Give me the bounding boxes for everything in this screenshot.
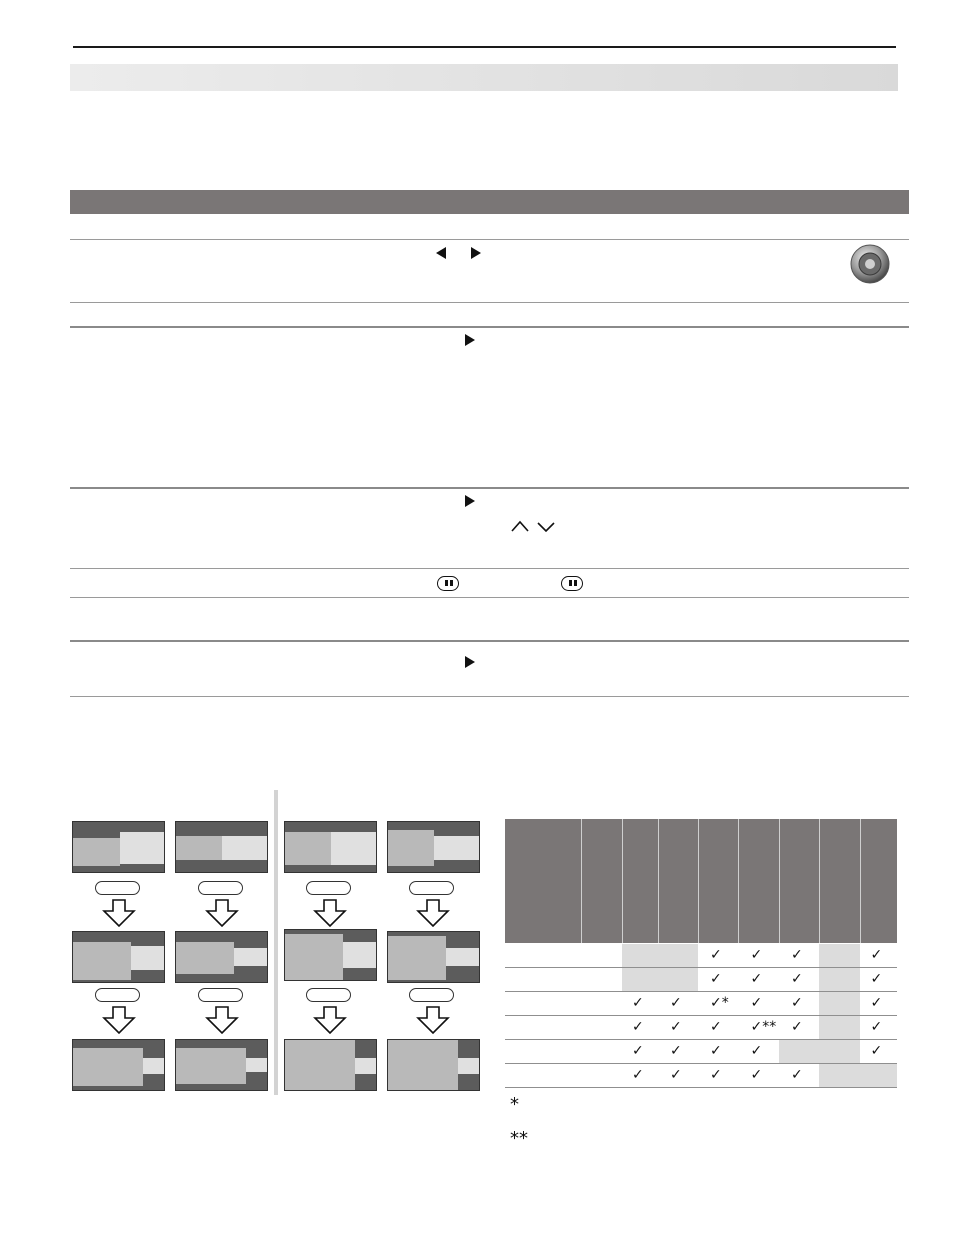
screen-thumbnail <box>284 821 377 873</box>
header-column-divider <box>658 819 659 943</box>
button-label-pill <box>95 881 140 895</box>
footnote-marker: ** <box>510 1128 528 1149</box>
button-label-pill <box>306 988 351 1002</box>
compatibility-table <box>505 819 897 1089</box>
table-cell-shaded <box>622 968 658 991</box>
table-cell-shaded <box>819 944 860 967</box>
checkmark-icon: ✓ <box>670 995 682 1011</box>
table-cell-shaded <box>622 944 658 967</box>
screen-thumbnail <box>387 931 480 983</box>
checkmark-icon: ✓ <box>632 1043 644 1059</box>
row-divider <box>70 568 909 569</box>
table-header-band <box>505 819 897 943</box>
triangle-right-icon <box>465 656 475 668</box>
checkmark-icon: ✓ <box>710 971 722 987</box>
checkmark-icon: ✓ <box>750 995 763 1011</box>
table-header-band <box>70 190 909 214</box>
header-column-divider <box>738 819 739 943</box>
header-column-divider <box>860 819 861 943</box>
table-row-divider <box>505 1087 897 1088</box>
row-divider <box>70 640 909 642</box>
header-column-divider <box>622 819 623 943</box>
row-divider <box>70 326 909 328</box>
checkmark-icon: ✓ <box>791 971 803 987</box>
header-column-divider <box>581 819 582 943</box>
header-column-divider <box>779 819 780 943</box>
checkmark-icon: ✓ <box>870 947 883 963</box>
hollow-down-arrow-icon <box>313 1006 347 1034</box>
table-cell-shaded <box>819 1040 860 1063</box>
row-divider <box>70 487 909 489</box>
hollow-down-arrow-icon <box>102 899 136 927</box>
screen-thumbnail <box>387 1039 480 1091</box>
checkmark-icon: ✓ <box>632 1019 644 1035</box>
table-cell-shaded <box>658 944 698 967</box>
button-label-pill <box>198 988 243 1002</box>
button-label-pill <box>198 881 243 895</box>
checkmark-icon: ✓ <box>870 1043 883 1059</box>
screen-thumbnail <box>284 1039 377 1091</box>
triangle-left-icon <box>436 247 446 259</box>
checkmark-icon: ✓ <box>670 1067 682 1083</box>
checkmark-icon: ✓ <box>750 971 763 987</box>
row-divider <box>70 302 909 303</box>
header-column-divider <box>698 819 699 943</box>
checkmark-icon: ✓ <box>750 947 763 963</box>
row-divider <box>70 239 909 240</box>
screen-thumbnail <box>175 1039 268 1091</box>
button-label-pill <box>409 881 454 895</box>
screen-thumbnail <box>72 931 165 983</box>
table-cell-shaded <box>860 1064 897 1087</box>
header-column-divider <box>819 819 820 943</box>
table-cell-shaded <box>819 992 860 1015</box>
table-cell-shaded <box>819 1064 860 1087</box>
checkmark-icon: ✓ <box>870 995 883 1011</box>
checkmark-icon: ✓ <box>710 947 722 963</box>
checkmark-icon: ✓** <box>750 1019 777 1035</box>
checkmark-icon: ✓ <box>670 1019 682 1035</box>
pause-button-icon <box>561 576 583 591</box>
button-label-pill <box>95 988 140 1002</box>
hollow-down-arrow-icon <box>416 1006 450 1034</box>
checkmark-icon: ✓ <box>791 995 803 1011</box>
checkmark-icon: ✓ <box>791 947 803 963</box>
hollow-down-arrow-icon <box>313 899 347 927</box>
checkmark-icon: ✓ <box>670 1043 682 1059</box>
pause-button-icon <box>437 576 459 591</box>
triangle-right-icon <box>471 247 481 259</box>
checkmark-icon: ✓ <box>791 1019 803 1035</box>
checkmark-icon: ✓ <box>791 1067 803 1083</box>
column-divider <box>274 790 278 1095</box>
table-cell-shaded <box>819 968 860 991</box>
screen-thumbnail <box>175 821 268 873</box>
hollow-down-arrow-icon <box>416 899 450 927</box>
checkmark-icon: ✓ <box>632 995 644 1011</box>
top-rule <box>73 46 896 48</box>
hollow-down-arrow-icon <box>205 899 239 927</box>
checkmark-icon: ✓ <box>750 1043 763 1059</box>
row-divider <box>70 597 909 598</box>
speaker-icon <box>849 243 891 285</box>
screen-thumbnail <box>72 1039 165 1091</box>
screen-thumbnail <box>175 931 268 983</box>
checkmark-icon: ✓ <box>710 1067 722 1083</box>
footnote-marker: * <box>510 1094 519 1115</box>
hollow-down-arrow-icon <box>205 1006 239 1034</box>
triangle-right-icon <box>465 334 475 346</box>
screen-thumbnail <box>284 929 377 981</box>
checkmark-icon: ✓ <box>632 1067 644 1083</box>
section-title-band <box>70 64 898 91</box>
checkmark-icon: ✓ <box>710 1019 722 1035</box>
table-cell-shaded <box>658 968 698 991</box>
screen-thumbnail <box>72 821 165 873</box>
table-cell-shaded <box>779 1040 819 1063</box>
row-divider <box>70 696 909 697</box>
table-cell-shaded <box>819 1016 860 1039</box>
button-label-pill <box>306 881 351 895</box>
checkmark-icon: ✓ <box>750 1067 763 1083</box>
checkmark-icon: ✓ <box>710 1043 722 1059</box>
screen-thumbnail <box>387 821 480 873</box>
button-label-pill <box>409 988 454 1002</box>
triangle-right-icon <box>465 495 475 507</box>
checkmark-icon: ✓* <box>710 995 729 1011</box>
chevron-up-down-icon <box>511 518 557 532</box>
checkmark-icon: ✓ <box>870 1019 883 1035</box>
checkmark-icon: ✓ <box>870 971 883 987</box>
hollow-down-arrow-icon <box>102 1006 136 1034</box>
